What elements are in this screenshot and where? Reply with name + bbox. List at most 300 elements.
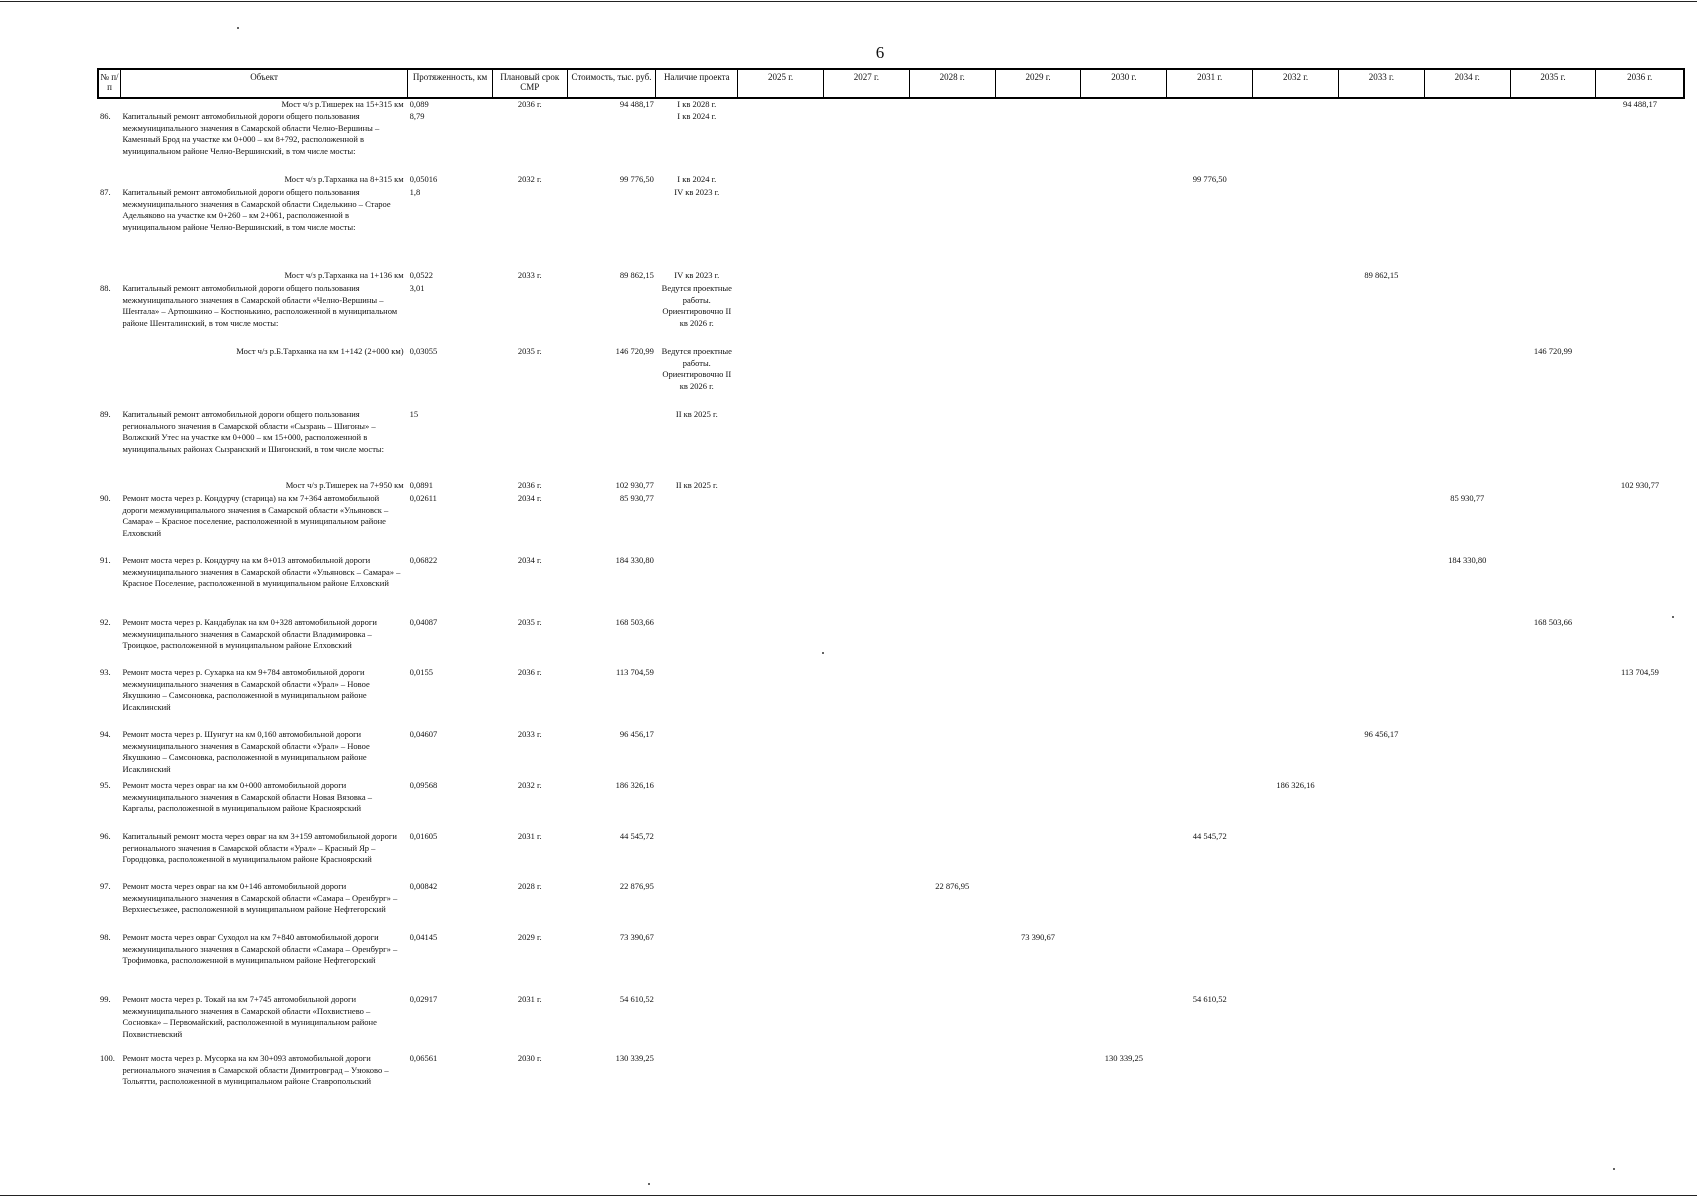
- year-cell: [823, 480, 909, 493]
- year-cell: [1424, 831, 1510, 881]
- cost-value: 113 704,59: [615, 667, 654, 677]
- row-number: [98, 480, 120, 493]
- cost-value: 54 610,52: [619, 994, 654, 1004]
- col-header-object: Объект: [120, 69, 407, 98]
- row-number: 99.: [100, 994, 111, 1004]
- scan-edge-top: [0, 1, 1697, 2]
- year-cell: [1338, 617, 1424, 667]
- object-description: Капитальный ремонт автомобильной дороги общего пользования регионального значения в Самарской области «Сызрань – Шигоны» – Волжский Утес на участке км 0+000 – км 15+000, расположенной в муниципальных районах Сызранский и Шигонский, в том числе мосты:: [122, 409, 384, 454]
- object-description: Ремонт моста через овраг на км 0+000 автомобильной дороги межмуниципального значения в Самарской области Новая Вязовка – Каргалы, расположенной в муниципальном районе Красноярский: [122, 780, 373, 814]
- table-row: [98, 283, 1684, 346]
- cost-value: 73 390,67: [619, 932, 654, 942]
- table-row: [98, 667, 1684, 729]
- length-km: 0,04145: [409, 932, 438, 942]
- project-status: [656, 994, 738, 1053]
- year-cell: [1167, 111, 1253, 174]
- col-header-year: 2028 г.: [909, 69, 995, 98]
- year-cell: [1338, 555, 1424, 617]
- project-status: [656, 729, 738, 780]
- year-cell: [1081, 480, 1167, 493]
- year-cell: [1510, 831, 1596, 881]
- row-number: 89.: [100, 409, 111, 419]
- year-cell: [995, 831, 1081, 881]
- scan-speck: [822, 652, 824, 654]
- year-cell: [1596, 555, 1684, 617]
- col-header-cost: Стоимость, тыс. руб.: [567, 69, 656, 98]
- length-km: 1,8: [409, 187, 421, 197]
- col-header-year: 2025 г.: [738, 69, 824, 98]
- col-header-year: 2036 г.: [1596, 69, 1684, 98]
- year-cell: [909, 667, 995, 729]
- year-cell: [995, 1053, 1081, 1111]
- year-cell: [738, 187, 824, 270]
- year-cell: [1510, 994, 1596, 1053]
- table-row: [98, 780, 1684, 831]
- year-cell: [1167, 881, 1253, 932]
- year-cell: [995, 617, 1081, 667]
- year-cell: [823, 283, 909, 346]
- year-cell: [1253, 346, 1339, 409]
- project-status: [656, 831, 738, 881]
- year-cell: [1167, 98, 1253, 111]
- project-status: [656, 881, 738, 932]
- year-cell: [1167, 555, 1253, 617]
- year-cell: [995, 270, 1081, 283]
- year-cell: [995, 994, 1081, 1053]
- year-cell: [738, 780, 824, 831]
- year-cell: [1510, 1053, 1596, 1111]
- year-cell: [823, 932, 909, 994]
- year-cell: 184 330,80: [1448, 555, 1487, 565]
- year-cell: 96 456,17: [1364, 729, 1399, 739]
- row-number: 100.: [100, 1053, 115, 1063]
- col-header-year: 2033 г.: [1338, 69, 1424, 98]
- col-header-year: 2032 г.: [1253, 69, 1339, 98]
- row-number: 96.: [100, 831, 111, 841]
- year-cell: [1253, 667, 1339, 729]
- object-description: Капитальный ремонт автомобильной дороги общего пользования межмуниципального значения в Самарской области Челно-Вершины – Каменный Брод на участке км 0+000 – км 8+792, расположенной в муниципальном районе Челно-Вершинский, в том числе мосты:: [122, 111, 380, 156]
- length-km: 0,0891: [409, 480, 433, 490]
- year-cell: [823, 270, 909, 283]
- row-number: 98.: [100, 932, 111, 942]
- year-cell: [1424, 617, 1510, 667]
- year-cell: [1253, 480, 1339, 493]
- year-cell: [1510, 881, 1596, 932]
- object-description: Капитальный ремонт автомобильной дороги общего пользования межмуниципального значения в Самарской области Сиделькино – Старое Адельяково на участке км 0+260 – км 2+061, расположенной в муниципальном районе Челно-Вершинский, в том числе мосты:: [122, 187, 391, 232]
- cost-value: 99 776,50: [619, 174, 654, 184]
- year-cell: 44 545,72: [1192, 831, 1227, 841]
- object-description: Ремонт моста через р. Шунгут на км 0,160 автомобильной дороги межмуниципального значения в Самарской области «Урал» – Новое Якушкино – Самсоновка, расположенной в муниципальном районе Исаклинский: [122, 729, 370, 774]
- table-row: [98, 831, 1684, 881]
- length-km: 0,06822: [409, 555, 438, 565]
- year-cell: [1338, 881, 1424, 932]
- year-cell: [1253, 881, 1339, 932]
- planned-term: 2029 г.: [517, 932, 542, 942]
- year-cell: [1253, 270, 1339, 283]
- year-cell: [738, 346, 824, 409]
- year-cell: [1510, 780, 1596, 831]
- year-cell: [909, 346, 995, 409]
- year-cell: [1167, 617, 1253, 667]
- year-cell: [1167, 480, 1253, 493]
- row-number: [98, 270, 120, 283]
- planned-term: 2028 г.: [517, 881, 542, 891]
- year-cell: [1253, 493, 1339, 555]
- year-cell: [1424, 780, 1510, 831]
- year-cell: 73 390,67: [1021, 932, 1056, 942]
- year-cell: [1424, 174, 1510, 187]
- row-number: 91.: [100, 555, 111, 565]
- bridge-name: Мост ч/з р.Тишерек на 15+315 км: [281, 99, 404, 109]
- year-cell: [909, 994, 995, 1053]
- year-cell: [1338, 493, 1424, 555]
- row-number: 92.: [100, 617, 111, 627]
- year-cell: [1081, 555, 1167, 617]
- year-cell: [995, 667, 1081, 729]
- year-cell: [995, 729, 1081, 780]
- year-cell: 102 930,77: [1620, 480, 1660, 490]
- year-cell: [909, 932, 995, 994]
- year-cell: [1253, 1053, 1339, 1111]
- year-cell: 146 720,99: [1533, 346, 1573, 356]
- year-cell: [738, 994, 824, 1053]
- year-cell: [995, 881, 1081, 932]
- bridge-name: Мост ч/з р.Б.Тарханка на км 1+142 (2+000 км): [236, 346, 404, 356]
- year-cell: [995, 555, 1081, 617]
- year-cell: [823, 174, 909, 187]
- object-description: Ремонт моста через овраг Суходол на км 7+840 автомобильной дороги межмуниципального значения в Самарской области «Самара – Оренбург» – Трофимовка, расположенной в муниципальном районе Нефтегорский: [122, 932, 398, 966]
- year-cell: 89 862,15: [1364, 270, 1399, 280]
- col-header-year: 2029 г.: [995, 69, 1081, 98]
- year-cell: [1596, 493, 1684, 555]
- cost-value: 184 330,80: [615, 555, 654, 565]
- object-description: Ремонт моста через р. Мусорка на км 30+093 автомобильной дороги регионального значения в Самарской области Димитровград – Узюково – Тольятти, расположенной в муниципальном районе Ставропольский: [122, 1053, 389, 1087]
- year-cell: [823, 98, 909, 111]
- object-description: Ремонт моста через р. Токай на км 7+745 автомобильной дороги межмуниципального значения в Самарской области «Похвистнево – Сосновка» – Первомайский, расположенной в муниципальном районе Похвистневский: [122, 994, 377, 1039]
- year-cell: [738, 493, 824, 555]
- year-cell: [909, 270, 995, 283]
- year-cell: [823, 667, 909, 729]
- year-cell: [1081, 493, 1167, 555]
- planned-term: 2035 г.: [517, 346, 542, 356]
- year-cell: [1167, 283, 1253, 346]
- year-cell: [909, 409, 995, 480]
- year-cell: [1424, 994, 1510, 1053]
- year-cell: [1596, 780, 1684, 831]
- planned-term: 2033 г.: [517, 270, 542, 280]
- planned-term: 2030 г.: [517, 1053, 542, 1063]
- year-cell: [1596, 187, 1684, 270]
- year-cell: [1081, 346, 1167, 409]
- year-cell: [995, 174, 1081, 187]
- year-cell: [823, 1053, 909, 1111]
- cost-value: 44 545,72: [619, 831, 654, 841]
- year-cell: [738, 98, 824, 111]
- page-number: 6: [875, 43, 885, 62]
- year-cell: [1510, 111, 1596, 174]
- year-cell: [1167, 932, 1253, 994]
- year-cell: [909, 555, 995, 617]
- length-km: 0,0155: [409, 667, 433, 677]
- year-cell: [738, 270, 824, 283]
- year-cell: [1253, 174, 1339, 187]
- year-cell: [1596, 617, 1684, 667]
- project-status: II кв 2025 г.: [675, 409, 718, 419]
- col-header-project: Наличие проекта: [656, 69, 738, 98]
- year-cell: [738, 617, 824, 667]
- year-cell: [909, 98, 995, 111]
- year-cell: 186 326,16: [1276, 780, 1315, 790]
- year-cell: [1424, 1053, 1510, 1111]
- year-cell: [1596, 932, 1684, 994]
- object-description: Капитальный ремонт моста через овраг на км 3+159 автомобильной дороги регионального значения в Самарской области «Урал» – Красный Яр – Городцовка, расположенной в муниципальном районе Красноярский: [122, 831, 397, 865]
- col-header-year: 2030 г.: [1081, 69, 1167, 98]
- year-cell: [738, 932, 824, 994]
- planned-term: 2034 г.: [517, 555, 542, 565]
- year-cell: [1167, 667, 1253, 729]
- object-description: Ремонт моста через р. Кондурчу на км 8+013 автомобильной дороги межмуниципального значения в Самарской области «Ульяновск – Самара» – Красное Поселение, расположенной в муниципальном районе Елховский: [122, 555, 401, 589]
- length-km: 0,06561: [409, 1053, 438, 1063]
- year-cell: [738, 667, 824, 729]
- project-status: [656, 1053, 738, 1111]
- year-cell: 130 339,25: [1104, 1053, 1143, 1063]
- year-cell: [1081, 881, 1167, 932]
- length-km: 0,00842: [409, 881, 438, 891]
- year-cell: [909, 780, 995, 831]
- year-cell: [1338, 174, 1424, 187]
- year-cell: [1424, 409, 1510, 480]
- cost-value: 130 339,25: [615, 1053, 654, 1063]
- year-cell: [1510, 555, 1596, 617]
- object-description: Ремонт моста через р. Кондурчу (старица) на км 7+364 автомобильной дороги межмуниципального значения в Самарской области «Ульяновск – Самара» – Красное поселение, расположенной в муниципальном районе Елховский: [122, 493, 389, 538]
- year-cell: [1424, 98, 1510, 111]
- project-status: I кв 2024 г.: [677, 174, 717, 184]
- length-km: 0,02917: [409, 994, 438, 1004]
- length-km: 3,01: [409, 283, 425, 293]
- year-cell: [738, 729, 824, 780]
- cost-value: 85 930,77: [619, 493, 654, 503]
- table-row: [98, 111, 1684, 174]
- col-header-year: 2031 г.: [1167, 69, 1253, 98]
- table-row: [98, 270, 1684, 283]
- year-cell: [1596, 346, 1684, 409]
- cost-value: 168 503,66: [615, 617, 654, 627]
- table-row: [98, 98, 1684, 111]
- year-cell: [1081, 187, 1167, 270]
- row-number: 88.: [100, 283, 111, 293]
- project-status: I кв 2024 г.: [677, 111, 717, 121]
- cost-value: [567, 111, 656, 174]
- year-cell: [1081, 111, 1167, 174]
- year-cell: [1253, 111, 1339, 174]
- table-row: [98, 555, 1684, 617]
- header-row: [98, 69, 1684, 98]
- project-status: IV кв 2023 г.: [674, 270, 720, 280]
- year-cell: 94 488,17: [1622, 99, 1657, 109]
- cost-value: [567, 187, 656, 270]
- year-cell: [1253, 555, 1339, 617]
- planned-term: 2032 г.: [517, 780, 542, 790]
- year-cell: [1510, 98, 1596, 111]
- row-number: 97.: [100, 881, 111, 891]
- year-cell: [1253, 98, 1339, 111]
- year-cell: [1596, 994, 1684, 1053]
- project-status: IV кв 2023 г.: [674, 187, 720, 197]
- year-cell: [1253, 617, 1339, 667]
- year-cell: [1338, 187, 1424, 270]
- length-km: 0,0522: [409, 270, 433, 280]
- year-cell: [1596, 409, 1684, 480]
- year-cell: [995, 346, 1081, 409]
- year-cell: [823, 994, 909, 1053]
- table-row: [98, 881, 1684, 932]
- planned-term: [492, 111, 567, 174]
- year-cell: [1253, 283, 1339, 346]
- year-cell: [1596, 729, 1684, 780]
- cost-value: 22 876,95: [619, 881, 654, 891]
- year-cell: [1167, 1053, 1253, 1111]
- year-cell: [1338, 346, 1424, 409]
- works-schedule-table: [97, 68, 1685, 1111]
- year-cell: [1338, 480, 1424, 493]
- year-cell: [1424, 729, 1510, 780]
- col-header-year: 2027 г.: [823, 69, 909, 98]
- length-km: 0,03055: [409, 346, 438, 356]
- project-status: [656, 667, 738, 729]
- year-cell: [1081, 780, 1167, 831]
- scan-speck: [1613, 1168, 1615, 1170]
- row-number: 87.: [100, 187, 111, 197]
- cost-value: 96 456,17: [619, 729, 654, 739]
- length-km: 0,05016: [409, 174, 438, 184]
- scan-speck: [1672, 616, 1674, 618]
- year-cell: [1510, 493, 1596, 555]
- row-number: [98, 346, 120, 409]
- table-row: [98, 617, 1684, 667]
- planned-term: 2036 г.: [517, 667, 542, 677]
- project-status: Ведутся проектные работы. Ориентировочно II кв 2026 г.: [661, 283, 732, 328]
- year-cell: [995, 283, 1081, 346]
- year-cell: [823, 409, 909, 480]
- year-cell: [1081, 729, 1167, 780]
- table-row: [98, 187, 1684, 270]
- year-cell: [738, 480, 824, 493]
- bridge-name: Мост ч/з р.Тарханка на 8+315 км: [284, 174, 404, 184]
- year-cell: [1510, 667, 1596, 729]
- planned-term: 2035 г.: [517, 617, 542, 627]
- row-number: 93.: [100, 667, 111, 677]
- year-cell: [738, 555, 824, 617]
- year-cell: [909, 493, 995, 555]
- object-description: Ремонт моста через р. Кандабулак на км 0+328 автомобильной дороги межмуниципального значения в Самарской области Владимировка – Троицкое, расположенной в муниципальном районе Елховский: [122, 617, 377, 651]
- cost-value: 89 862,15: [619, 270, 654, 280]
- scan-edge-bottom: [0, 1195, 1697, 1196]
- length-km: 8,79: [409, 111, 425, 121]
- planned-term: [492, 409, 567, 480]
- cost-value: [567, 409, 656, 480]
- year-cell: [1510, 270, 1596, 283]
- year-cell: [1167, 346, 1253, 409]
- table-row: [98, 480, 1684, 493]
- year-cell: [909, 831, 995, 881]
- project-status: II кв 2025 г.: [675, 480, 718, 490]
- year-cell: [823, 555, 909, 617]
- planned-term: [492, 187, 567, 270]
- year-cell: [995, 409, 1081, 480]
- cost-value: 102 930,77: [615, 480, 654, 490]
- year-cell: [738, 174, 824, 187]
- year-cell: [1510, 174, 1596, 187]
- table-row: [98, 1053, 1684, 1111]
- year-cell: [1253, 994, 1339, 1053]
- planned-term: 2036 г.: [517, 99, 542, 109]
- year-cell: [823, 780, 909, 831]
- year-cell: [823, 881, 909, 932]
- col-header-year: 2035 г.: [1510, 69, 1596, 98]
- year-cell: [1338, 780, 1424, 831]
- planned-term: 2036 г.: [517, 480, 542, 490]
- year-cell: [823, 831, 909, 881]
- planned-term: 2031 г.: [517, 994, 542, 1004]
- cost-value: [567, 283, 656, 346]
- year-cell: [909, 111, 995, 174]
- year-cell: [1081, 409, 1167, 480]
- project-status: [656, 780, 738, 831]
- year-cell: [1596, 1053, 1684, 1111]
- table-row: [98, 346, 1684, 409]
- year-cell: [1424, 480, 1510, 493]
- planned-term: 2034 г.: [517, 493, 542, 503]
- table-row: [98, 994, 1684, 1053]
- year-cell: [1510, 932, 1596, 994]
- year-cell: [1510, 729, 1596, 780]
- year-cell: [1081, 270, 1167, 283]
- year-cell: [738, 1053, 824, 1111]
- row-number: 94.: [100, 729, 111, 739]
- year-cell: [738, 283, 824, 346]
- length-km: 15: [409, 409, 419, 419]
- project-status: [656, 493, 738, 555]
- length-km: 0,04087: [409, 617, 438, 627]
- project-status: [656, 617, 738, 667]
- year-cell: [909, 480, 995, 493]
- year-cell: [823, 729, 909, 780]
- table-row: [98, 932, 1684, 994]
- object-description: Ремонт моста через р. Сухарка на км 9+784 автомобильной дороги межмуниципального значения в Самарской области «Урал» – Новое Якушкино – Самсоновка, расположенной в муниципальном районе Исаклинский: [122, 667, 370, 712]
- col-header-year: 2034 г.: [1424, 69, 1510, 98]
- year-cell: [1081, 617, 1167, 667]
- year-cell: [1424, 283, 1510, 346]
- year-cell: [738, 881, 824, 932]
- year-cell: [1338, 283, 1424, 346]
- year-cell: [1081, 283, 1167, 346]
- year-cell: [738, 111, 824, 174]
- length-km: 0,02611: [409, 493, 437, 503]
- year-cell: [1338, 831, 1424, 881]
- year-cell: [909, 283, 995, 346]
- bridge-name: Мост ч/з р.Тарханка на 1+136 км: [284, 270, 404, 280]
- year-cell: [909, 187, 995, 270]
- year-cell: [1167, 409, 1253, 480]
- year-cell: [1253, 831, 1339, 881]
- planned-term: 2032 г.: [517, 174, 542, 184]
- year-cell: 168 503,66: [1533, 617, 1573, 627]
- year-cell: [1338, 111, 1424, 174]
- project-status: [656, 932, 738, 994]
- year-cell: 113 704,59: [1621, 667, 1659, 677]
- col-header-term: Плановый срок СМР: [492, 69, 567, 98]
- year-cell: [1081, 174, 1167, 187]
